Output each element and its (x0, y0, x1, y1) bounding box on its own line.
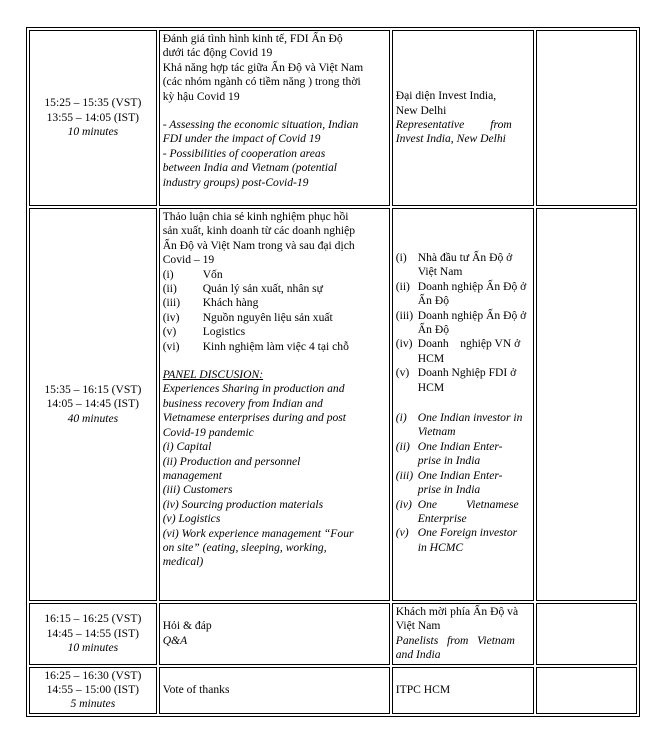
time-ist: 14:05 – 14:45 (IST) (46, 397, 140, 411)
speaker-item: (v) Doanh Nghiệp FDI ở HCM (395, 366, 517, 394)
speaker-item: (i) Nhà đầu tư Ấn Độ ở Việt Nam (395, 251, 513, 279)
speaker-item: (iv) Doanh nghiệp VN ở HCM (395, 337, 521, 365)
content-line: Ấn Độ và Việt Nam trong và sau đại dịch (162, 238, 355, 252)
content-line: (ii) Production and personnel (162, 454, 301, 468)
agenda-row (29, 603, 637, 665)
content-line: Vietnamese enterprises during and post (162, 411, 347, 425)
content-line: between India and Vietnam (potential (162, 161, 337, 175)
content-line: (các nhóm ngành có tiềm năng ) trong thời (162, 75, 361, 89)
content-line: sản xuất, kinh doanh từ các doanh nghiệp (162, 224, 356, 238)
content-line: (iii) Customers (162, 483, 233, 497)
time-ist: 14:55 – 15:00 (IST) (46, 683, 140, 697)
time-vst: 15:25 – 15:35 (VST) (44, 96, 142, 110)
content-line: FDI under the impact of Covid 19 (162, 132, 321, 146)
notes-cell (536, 667, 637, 714)
time-vst: 16:25 – 16:30 (VST) (44, 668, 142, 682)
notes-cell (536, 208, 637, 601)
time-cell (29, 603, 157, 665)
time-cell (29, 208, 157, 601)
content-line: Hỏi & đáp (162, 619, 212, 633)
speaker-line: Invest India, New Delhi (395, 132, 506, 146)
speaker-line: Khách mời phía Ấn Độ và (395, 605, 519, 618)
content-cell (159, 603, 390, 665)
list-item: (v) Logistics (162, 325, 246, 339)
speaker-line: Việt Nam (395, 619, 441, 633)
list-item: (iii) Khách hàng (162, 296, 259, 310)
content-line: dưới tác động Covid 19 (162, 46, 273, 60)
content-line: medical) (162, 555, 204, 569)
speaker-item: (iii) One Indian Enter- prise in India (395, 468, 503, 497)
notes-cell (536, 603, 637, 665)
list-item: (ii) Quản lý sản xuất, nhân sự (162, 282, 323, 296)
speaker-item: (v) One Foreign investor in HCMC (395, 526, 518, 554)
speaker-cell (392, 603, 534, 665)
content-line: (vi) Work experience management “Four (162, 526, 354, 540)
list-item: (iv) Nguồn nguyên liệu sản xuất (162, 310, 333, 324)
content-cell (159, 667, 390, 714)
content-line: on site” (eating, sleeping, working, (162, 540, 327, 554)
panel-title: PANEL DISCUSION: (162, 368, 264, 382)
time-ist: 14:45 – 14:55 (IST) (46, 626, 140, 640)
content-line: business recovery from Indian and (162, 396, 323, 410)
content-line: Covid – 19 (162, 253, 215, 267)
list-item: (i) Vốn (162, 267, 223, 281)
speaker-line: Representative from (395, 118, 512, 131)
content-line: Covid-19 pandemic (162, 425, 254, 439)
speaker-item: (i) One Indian investor in Vietnam (395, 411, 523, 439)
content-line: kỳ hậu Covid 19 (162, 89, 240, 103)
time-cell (29, 30, 157, 206)
time-vst: 16:15 – 16:25 (VST) (44, 612, 142, 626)
speaker-cell (392, 208, 534, 601)
speaker-item: (iii) Doanh nghiệp Ấn Độ ở Ấn Độ (395, 308, 527, 337)
content-line: (i) Capital (162, 440, 212, 454)
speaker-line: Panelists from Vietnam (395, 633, 515, 647)
agenda-row (29, 30, 637, 206)
content-line: management (162, 468, 222, 482)
duration: 40 minutes (67, 411, 119, 425)
speaker-line: ITPC HCM (395, 683, 451, 697)
notes-cell (536, 30, 637, 206)
speaker-item: (ii) Doanh nghiệp Ấn Độ ở Ấn Độ (395, 279, 527, 308)
content-line: Vote of thanks (162, 683, 230, 697)
content-cell (159, 208, 390, 601)
content-cell (159, 30, 390, 206)
speaker-line: New Delhi (395, 103, 447, 117)
agenda-table (26, 27, 640, 717)
speaker-item: (iv) One Vietnamese Enterprise (395, 497, 519, 525)
speaker-line: Đại diện Invest India, (395, 89, 497, 103)
duration: 5 minutes (70, 697, 116, 711)
content-line: - Possibilities of cooperation areas (162, 146, 326, 160)
content-line: Đánh giá tình hình kinh tế, FDI Ấn Độ (162, 32, 343, 45)
speaker-cell (392, 667, 534, 714)
speaker-cell (392, 30, 534, 206)
time-vst: 15:35 – 16:15 (VST) (44, 382, 142, 396)
content-line: (iv) Sourcing production materials (162, 497, 324, 511)
content-line: - Assessing the economic situation, Indian (162, 118, 359, 132)
content-line: (v) Logistics (162, 512, 221, 526)
agenda-row (29, 667, 637, 714)
speaker-line: and India (395, 648, 441, 662)
duration: 10 minutes (67, 641, 119, 655)
content-line: Experiences Sharing in production and (162, 382, 345, 396)
content-line: industry groups) post-Covid-19 (162, 175, 309, 189)
speaker-item: (ii) One Indian Enter- prise in India (395, 439, 503, 468)
duration: 10 minutes (67, 125, 119, 139)
content-line: Khả năng hợp tác giữa Ấn Độ và Việt Nam (162, 60, 364, 74)
time-cell (29, 667, 157, 714)
time-ist: 13:55 – 14:05 (IST) (46, 110, 140, 124)
content-line: Thảo luận chia sẻ kinh nghiệm phục hồi (162, 210, 349, 223)
content-line: Q&A (162, 633, 188, 647)
list-item: (vi) Kinh nghiệm làm việc 4 tại chỗ (162, 339, 349, 353)
agenda-row (29, 208, 637, 601)
